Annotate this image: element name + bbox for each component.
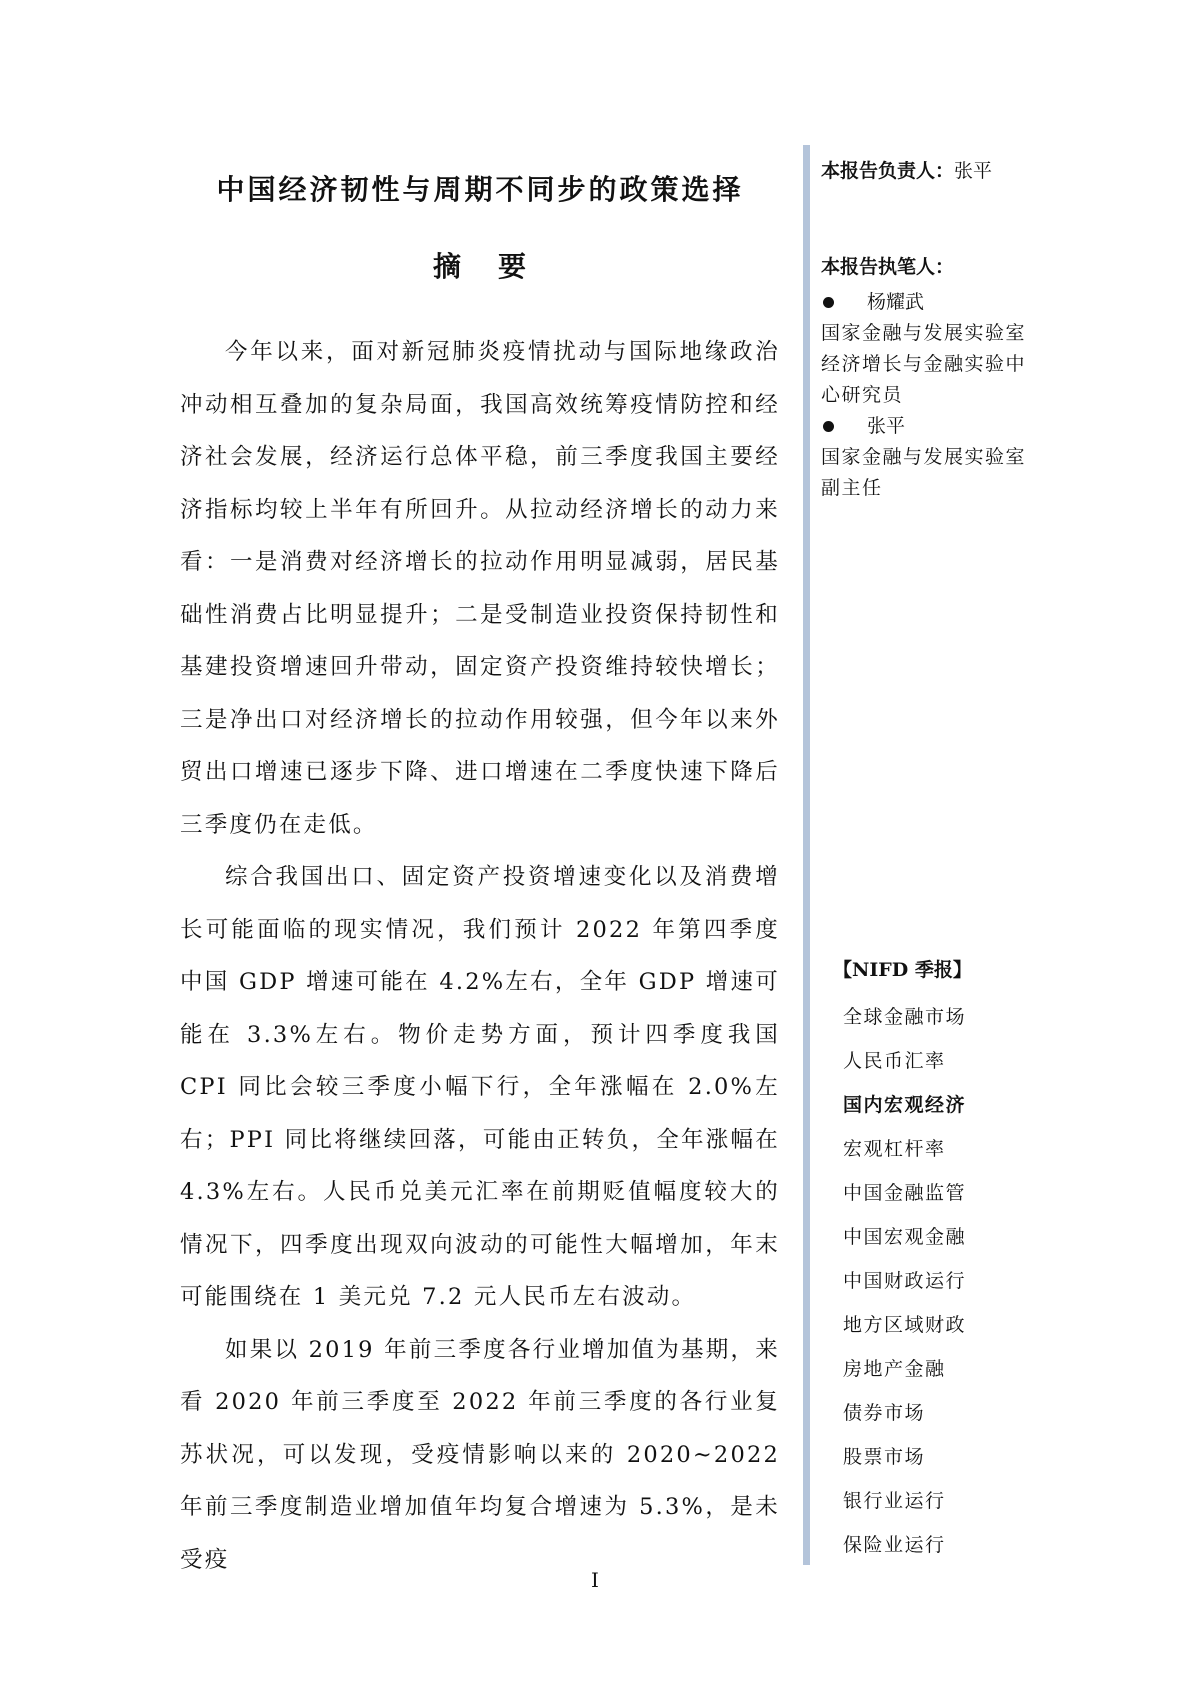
- series-item: 全球金融市场: [843, 1006, 967, 1028]
- bullet-icon: [823, 421, 834, 432]
- writers-list: [821, 287, 1121, 504]
- series-list: [843, 995, 966, 1567]
- bullet-icon: [823, 297, 834, 308]
- writer-name: 杨耀武: [867, 291, 925, 313]
- writers-label: 本报告执笔人：: [821, 256, 955, 278]
- writer-title-line: 经济增长与金融实验中: [821, 353, 1027, 375]
- abstract-body: [180, 326, 780, 1586]
- page-number: I: [591, 1568, 599, 1592]
- series-item: 中国财政运行: [843, 1270, 967, 1292]
- series-item: 债券市场: [843, 1402, 926, 1424]
- owner-label: 本报告负责人：: [821, 160, 955, 182]
- series-item: 保险业运行: [843, 1534, 946, 1556]
- writer-title-line: 副主任: [821, 477, 883, 499]
- paragraph: 综合我国出口、固定资产投资增速变化以及消费增长可能面临的现实情况，我们预计 2022 年第四季度中国 GDP 增速可能在 4.2%左右，全年 GDP 增速可能在 3.3%左右。物价走势方面，预计四季度我国 CPI 同比会较三季度小幅下行，全年涨幅在 2.0%左右；PPI 同比将继续回落，可能由正转负，全年涨幅在 4.3%左右。人民币兑美元汇率在前期贬值幅度较大的情况下，四季度出现双向波动的可能性大幅增加，年末可能围绕在 1 美元兑 7.2 元人民币左右波动。: [180, 864, 780, 1310]
- series-title: 【NIFD 季报】: [833, 959, 972, 981]
- series-item: 股票市场: [843, 1446, 926, 1468]
- writer-title-line: 国家金融与发展实验室: [821, 446, 1027, 468]
- series-item: 地方区域财政: [843, 1314, 967, 1336]
- column-divider: [803, 145, 810, 1565]
- series-item-active: 国内宏观经济: [843, 1094, 967, 1116]
- series-item: 房地产金融: [843, 1358, 946, 1380]
- owner-name: 张平: [954, 160, 993, 182]
- writer-entry: [821, 287, 1121, 411]
- series-item: 银行业运行: [843, 1490, 946, 1512]
- series-item: 中国宏观金融: [843, 1226, 967, 1248]
- writer-title-line: 心研究员: [821, 384, 904, 406]
- section-title-char: 摘: [432, 250, 462, 283]
- section-title-char: 要: [498, 250, 528, 283]
- writer-entry: [821, 411, 1121, 504]
- paragraph: 如果以 2019 年前三季度各行业增加值为基期，来看 2020 年前三季度至 2022 年前三季度的各行业复苏状况，可以发现，受疫情影响以来的 2020~2022 年前三季度制造业增加值年均复合增速为 5.3%，是未受疫: [180, 1336, 780, 1573]
- writer-title-line: 国家金融与发展实验室: [821, 322, 1027, 344]
- series-item: 人民币汇率: [843, 1050, 946, 1072]
- report-title: 中国经济韧性与周期不同步的政策选择: [216, 173, 744, 206]
- paragraph: 今年以来，面对新冠肺炎疫情扰动与国际地缘政治冲动相互叠加的复杂局面，我国高效统筹疫情防控和经济社会发展，经济运行总体平稳，前三季度我国主要经济指标均较上半年有所回升。从拉动经济增长的动力来看：一是消费对经济增长的拉动作用明显减弱，居民基础性消费占比明显提升；二是受制造业投资保持韧性和基建投资增速回升带动，固定资产投资维持较快增长；三是净出口对经济增长的拉动作用较强，但今年以来外贸出口增速已逐步下降、进口增速在二季度快速下降后三季度仍在走低。: [180, 339, 780, 838]
- section-title: [180, 245, 780, 285]
- writer-name: 张平: [867, 415, 906, 437]
- series-item: 中国金融监管: [843, 1182, 967, 1204]
- series-item: 宏观杠杆率: [843, 1138, 946, 1160]
- report-owner: [821, 156, 1121, 183]
